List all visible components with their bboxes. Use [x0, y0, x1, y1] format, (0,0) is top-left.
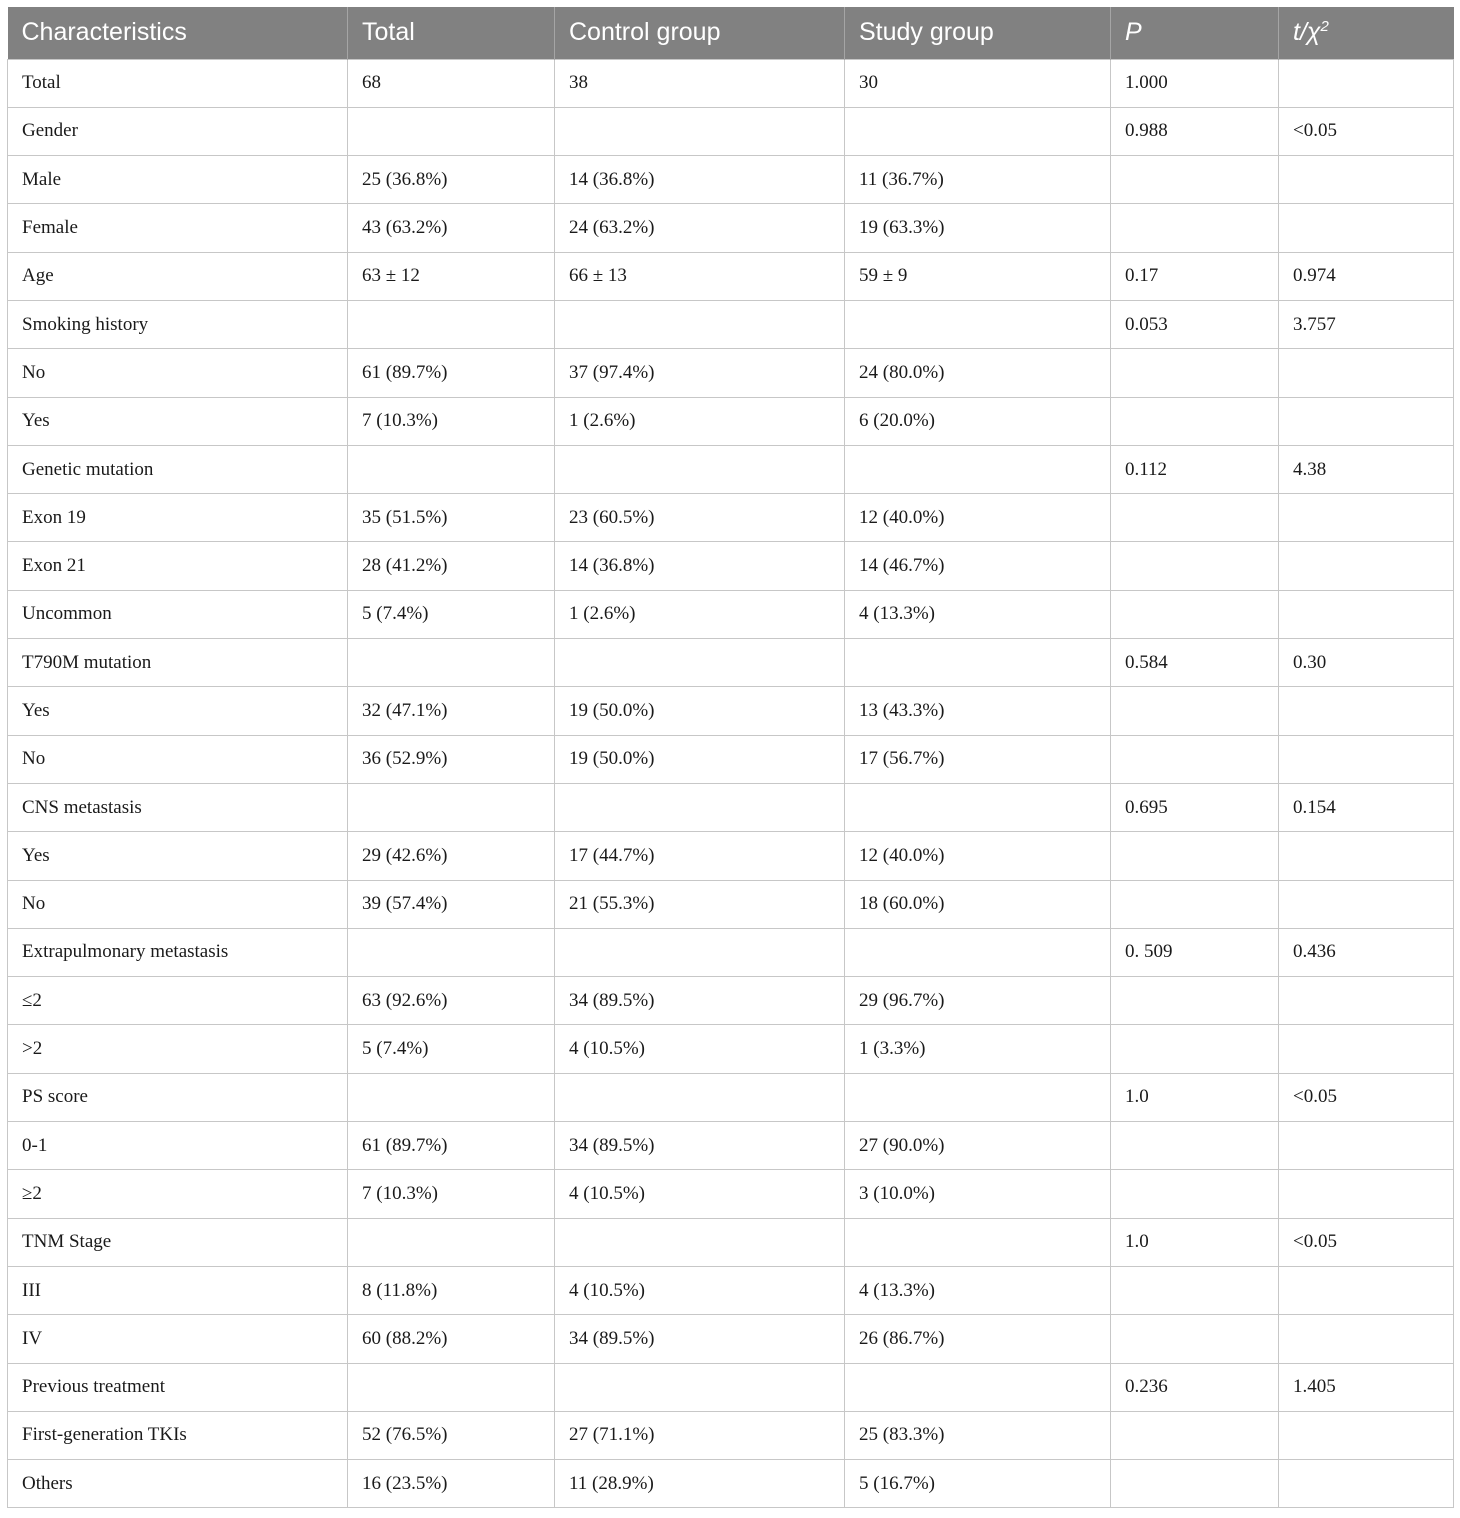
- table-row: [8, 832, 1454, 880]
- cell-p-value: [1111, 1315, 1279, 1363]
- cell-control-group: [555, 300, 845, 348]
- cell-test-statistic: [1279, 1460, 1454, 1508]
- cell-total: [348, 928, 555, 976]
- cell-total: 36 (52.9%): [348, 735, 555, 783]
- table-row: [8, 687, 1454, 735]
- cell-study-group: 24 (80.0%): [845, 349, 1111, 397]
- cell-p-value: [1111, 156, 1279, 204]
- cell-test-statistic: [1279, 977, 1454, 1025]
- cell-p-value: [1111, 494, 1279, 542]
- cell-characteristic: >2: [8, 1025, 348, 1073]
- cell-test-statistic: [1279, 1025, 1454, 1073]
- table-row: [8, 1025, 1454, 1073]
- cell-total: 7 (10.3%): [348, 397, 555, 445]
- cell-total: 60 (88.2%): [348, 1315, 555, 1363]
- cell-test-statistic: [1279, 1122, 1454, 1170]
- cell-study-group: [845, 445, 1111, 493]
- table-row: [8, 1218, 1454, 1266]
- table-row: [8, 928, 1454, 976]
- cell-test-statistic: [1279, 494, 1454, 542]
- header-test-statistic-base: t/χ: [1293, 18, 1321, 47]
- cell-test-statistic: [1279, 59, 1454, 107]
- cell-p-value: [1111, 1122, 1279, 1170]
- cell-total: 7 (10.3%): [348, 1170, 555, 1218]
- table-row: [8, 252, 1454, 300]
- cell-study-group: 6 (20.0%): [845, 397, 1111, 445]
- cell-total: 28 (41.2%): [348, 542, 555, 590]
- cell-test-statistic: [1279, 156, 1454, 204]
- cell-control-group: [555, 928, 845, 976]
- cell-characteristic: Genetic mutation: [8, 445, 348, 493]
- cell-characteristic: CNS metastasis: [8, 783, 348, 831]
- cell-p-value: 0.695: [1111, 783, 1279, 831]
- table-row: [8, 639, 1454, 687]
- cell-characteristic: Yes: [8, 687, 348, 735]
- table-row: [8, 397, 1454, 445]
- cell-control-group: 34 (89.5%): [555, 977, 845, 1025]
- table-row: [8, 156, 1454, 204]
- cell-study-group: 25 (83.3%): [845, 1411, 1111, 1459]
- cell-characteristic: Smoking history: [8, 300, 348, 348]
- cell-p-value: [1111, 1170, 1279, 1218]
- table-row: [8, 1411, 1454, 1459]
- cell-characteristic: 0-1: [8, 1122, 348, 1170]
- cell-characteristic: Yes: [8, 832, 348, 880]
- cell-characteristic: Exon 19: [8, 494, 348, 542]
- cell-p-value: [1111, 349, 1279, 397]
- cell-characteristic: ≤2: [8, 977, 348, 1025]
- table-row: [8, 445, 1454, 493]
- cell-study-group: 14 (46.7%): [845, 542, 1111, 590]
- table-row: [8, 204, 1454, 252]
- table-row: [8, 1122, 1454, 1170]
- table-row: [8, 1315, 1454, 1363]
- cell-control-group: [555, 1073, 845, 1121]
- cell-p-value: [1111, 1266, 1279, 1314]
- cell-characteristic: No: [8, 349, 348, 397]
- table-row: [8, 300, 1454, 348]
- cell-study-group: 5 (16.7%): [845, 1460, 1111, 1508]
- cell-total: [348, 107, 555, 155]
- cell-test-statistic: 0.436: [1279, 928, 1454, 976]
- cell-total: 35 (51.5%): [348, 494, 555, 542]
- header-study-group: Study group: [845, 7, 1111, 59]
- cell-total: 29 (42.6%): [348, 832, 555, 880]
- cell-study-group: 12 (40.0%): [845, 832, 1111, 880]
- cell-total: [348, 1218, 555, 1266]
- cell-study-group: 3 (10.0%): [845, 1170, 1111, 1218]
- cell-control-group: 21 (55.3%): [555, 880, 845, 928]
- cell-total: 43 (63.2%): [348, 204, 555, 252]
- cell-p-value: 0. 509: [1111, 928, 1279, 976]
- cell-control-group: 27 (71.1%): [555, 1411, 845, 1459]
- cell-study-group: 19 (63.3%): [845, 204, 1111, 252]
- cell-test-statistic: [1279, 1266, 1454, 1314]
- cell-test-statistic: <0.05: [1279, 1218, 1454, 1266]
- header-p-value: P: [1111, 7, 1279, 59]
- cell-test-statistic: [1279, 204, 1454, 252]
- cell-test-statistic: 4.38: [1279, 445, 1454, 493]
- cell-p-value: [1111, 687, 1279, 735]
- cell-total: 52 (76.5%): [348, 1411, 555, 1459]
- cell-p-value: [1111, 1411, 1279, 1459]
- cell-p-value: 1.0: [1111, 1073, 1279, 1121]
- cell-test-statistic: [1279, 832, 1454, 880]
- cell-test-statistic: [1279, 1170, 1454, 1218]
- cell-test-statistic: [1279, 1411, 1454, 1459]
- cell-p-value: [1111, 397, 1279, 445]
- cell-characteristic: Exon 21: [8, 542, 348, 590]
- cell-characteristic: Uncommon: [8, 590, 348, 638]
- cell-control-group: 4 (10.5%): [555, 1170, 845, 1218]
- cell-total: 63 (92.6%): [348, 977, 555, 1025]
- cell-control-group: 14 (36.8%): [555, 156, 845, 204]
- cell-study-group: 18 (60.0%): [845, 880, 1111, 928]
- cell-p-value: 1.0: [1111, 1218, 1279, 1266]
- table-row: [8, 880, 1454, 928]
- cell-control-group: 23 (60.5%): [555, 494, 845, 542]
- cell-test-statistic: 1.405: [1279, 1363, 1454, 1411]
- cell-control-group: 11 (28.9%): [555, 1460, 845, 1508]
- table-row: [8, 590, 1454, 638]
- cell-study-group: 11 (36.7%): [845, 156, 1111, 204]
- cell-control-group: [555, 445, 845, 493]
- cell-total: 5 (7.4%): [348, 590, 555, 638]
- cell-control-group: 19 (50.0%): [555, 735, 845, 783]
- cell-study-group: 17 (56.7%): [845, 735, 1111, 783]
- cell-control-group: [555, 783, 845, 831]
- cell-p-value: [1111, 880, 1279, 928]
- cell-study-group: 59 ± 9: [845, 252, 1111, 300]
- cell-total: [348, 1073, 555, 1121]
- cell-test-statistic: [1279, 349, 1454, 397]
- cell-characteristic: Female: [8, 204, 348, 252]
- cell-control-group: 24 (63.2%): [555, 204, 845, 252]
- table-header: [8, 7, 1454, 59]
- cell-p-value: 0.236: [1111, 1363, 1279, 1411]
- cell-study-group: [845, 1218, 1111, 1266]
- cell-study-group: 12 (40.0%): [845, 494, 1111, 542]
- header-total: Total: [348, 7, 555, 59]
- cell-control-group: [555, 639, 845, 687]
- cell-control-group: [555, 1218, 845, 1266]
- cell-characteristic: Age: [8, 252, 348, 300]
- table-row: [8, 494, 1454, 542]
- cell-p-value: [1111, 1460, 1279, 1508]
- cell-test-statistic: <0.05: [1279, 1073, 1454, 1121]
- cell-total: [348, 300, 555, 348]
- cell-total: 61 (89.7%): [348, 1122, 555, 1170]
- baseline-characteristics-table-wrapper: [7, 7, 1453, 1508]
- cell-control-group: 1 (2.6%): [555, 590, 845, 638]
- cell-study-group: 13 (43.3%): [845, 687, 1111, 735]
- cell-total: 5 (7.4%): [348, 1025, 555, 1073]
- cell-p-value: 0.053: [1111, 300, 1279, 348]
- table-row: [8, 107, 1454, 155]
- baseline-characteristics-table: [7, 7, 1454, 1508]
- cell-characteristic: First-generation TKIs: [8, 1411, 348, 1459]
- cell-p-value: [1111, 977, 1279, 1025]
- cell-characteristic: Male: [8, 156, 348, 204]
- cell-control-group: 4 (10.5%): [555, 1025, 845, 1073]
- cell-characteristic: Previous treatment: [8, 1363, 348, 1411]
- cell-total: 61 (89.7%): [348, 349, 555, 397]
- cell-control-group: 34 (89.5%): [555, 1315, 845, 1363]
- cell-total: 39 (57.4%): [348, 880, 555, 928]
- cell-study-group: 4 (13.3%): [845, 590, 1111, 638]
- cell-total: 16 (23.5%): [348, 1460, 555, 1508]
- table-row: [8, 1460, 1454, 1508]
- cell-characteristic: Total: [8, 59, 348, 107]
- cell-test-statistic: 0.30: [1279, 639, 1454, 687]
- table-row: [8, 1073, 1454, 1121]
- cell-total: [348, 639, 555, 687]
- table-row: [8, 977, 1454, 1025]
- cell-characteristic: Yes: [8, 397, 348, 445]
- cell-study-group: [845, 1363, 1111, 1411]
- cell-control-group: 38: [555, 59, 845, 107]
- cell-p-value: 0.112: [1111, 445, 1279, 493]
- cell-characteristic: IV: [8, 1315, 348, 1363]
- cell-characteristic: Extrapulmonary metastasis: [8, 928, 348, 976]
- cell-p-value: 0.584: [1111, 639, 1279, 687]
- cell-characteristic: Gender: [8, 107, 348, 155]
- cell-study-group: 27 (90.0%): [845, 1122, 1111, 1170]
- header-test-statistic: [1279, 7, 1454, 59]
- table-row: [8, 1266, 1454, 1314]
- table-body: [8, 59, 1454, 1508]
- cell-control-group: 1 (2.6%): [555, 397, 845, 445]
- cell-total: 8 (11.8%): [348, 1266, 555, 1314]
- cell-p-value: 1.000: [1111, 59, 1279, 107]
- cell-characteristic: TNM Stage: [8, 1218, 348, 1266]
- cell-study-group: 4 (13.3%): [845, 1266, 1111, 1314]
- cell-test-statistic: [1279, 880, 1454, 928]
- cell-total: 68: [348, 59, 555, 107]
- cell-p-value: [1111, 204, 1279, 252]
- cell-study-group: 30: [845, 59, 1111, 107]
- cell-characteristic: No: [8, 880, 348, 928]
- cell-characteristic: III: [8, 1266, 348, 1314]
- cell-total: 32 (47.1%): [348, 687, 555, 735]
- cell-characteristic: PS score: [8, 1073, 348, 1121]
- cell-p-value: [1111, 832, 1279, 880]
- cell-characteristic: T790M mutation: [8, 639, 348, 687]
- cell-study-group: [845, 783, 1111, 831]
- cell-test-statistic: [1279, 735, 1454, 783]
- cell-control-group: [555, 107, 845, 155]
- cell-control-group: [555, 1363, 845, 1411]
- cell-study-group: [845, 639, 1111, 687]
- header-characteristics: Characteristics: [8, 7, 348, 59]
- cell-test-statistic: <0.05: [1279, 107, 1454, 155]
- cell-p-value: [1111, 542, 1279, 590]
- cell-control-group: 37 (97.4%): [555, 349, 845, 397]
- table-row: [8, 1363, 1454, 1411]
- cell-characteristic: Others: [8, 1460, 348, 1508]
- cell-control-group: 4 (10.5%): [555, 1266, 845, 1314]
- table-row: [8, 542, 1454, 590]
- cell-total: [348, 783, 555, 831]
- cell-p-value: [1111, 735, 1279, 783]
- header-test-statistic-superscript: 2: [1320, 18, 1329, 36]
- table-row: [8, 735, 1454, 783]
- cell-study-group: [845, 928, 1111, 976]
- cell-control-group: 34 (89.5%): [555, 1122, 845, 1170]
- cell-test-statistic: 0.974: [1279, 252, 1454, 300]
- cell-p-value: 0.988: [1111, 107, 1279, 155]
- cell-test-statistic: [1279, 590, 1454, 638]
- cell-study-group: 26 (86.7%): [845, 1315, 1111, 1363]
- cell-test-statistic: [1279, 687, 1454, 735]
- cell-control-group: 17 (44.7%): [555, 832, 845, 880]
- cell-p-value: 0.17: [1111, 252, 1279, 300]
- cell-characteristic: ≥2: [8, 1170, 348, 1218]
- table-row: [8, 59, 1454, 107]
- cell-study-group: [845, 300, 1111, 348]
- cell-study-group: 1 (3.3%): [845, 1025, 1111, 1073]
- cell-control-group: 14 (36.8%): [555, 542, 845, 590]
- cell-test-statistic: 3.757: [1279, 300, 1454, 348]
- cell-total: 25 (36.8%): [348, 156, 555, 204]
- cell-study-group: [845, 107, 1111, 155]
- cell-control-group: 66 ± 13: [555, 252, 845, 300]
- cell-control-group: 19 (50.0%): [555, 687, 845, 735]
- cell-test-statistic: [1279, 542, 1454, 590]
- cell-characteristic: No: [8, 735, 348, 783]
- cell-test-statistic: [1279, 397, 1454, 445]
- table-row: [8, 783, 1454, 831]
- header-control-group: Control group: [555, 7, 845, 59]
- table-row: [8, 1170, 1454, 1218]
- cell-study-group: 29 (96.7%): [845, 977, 1111, 1025]
- cell-total: [348, 445, 555, 493]
- table-row: [8, 349, 1454, 397]
- cell-p-value: [1111, 1025, 1279, 1073]
- cell-total: [348, 1363, 555, 1411]
- header-row: [8, 7, 1454, 59]
- cell-test-statistic: 0.154: [1279, 783, 1454, 831]
- cell-study-group: [845, 1073, 1111, 1121]
- cell-p-value: [1111, 590, 1279, 638]
- cell-total: 63 ± 12: [348, 252, 555, 300]
- cell-test-statistic: [1279, 1315, 1454, 1363]
